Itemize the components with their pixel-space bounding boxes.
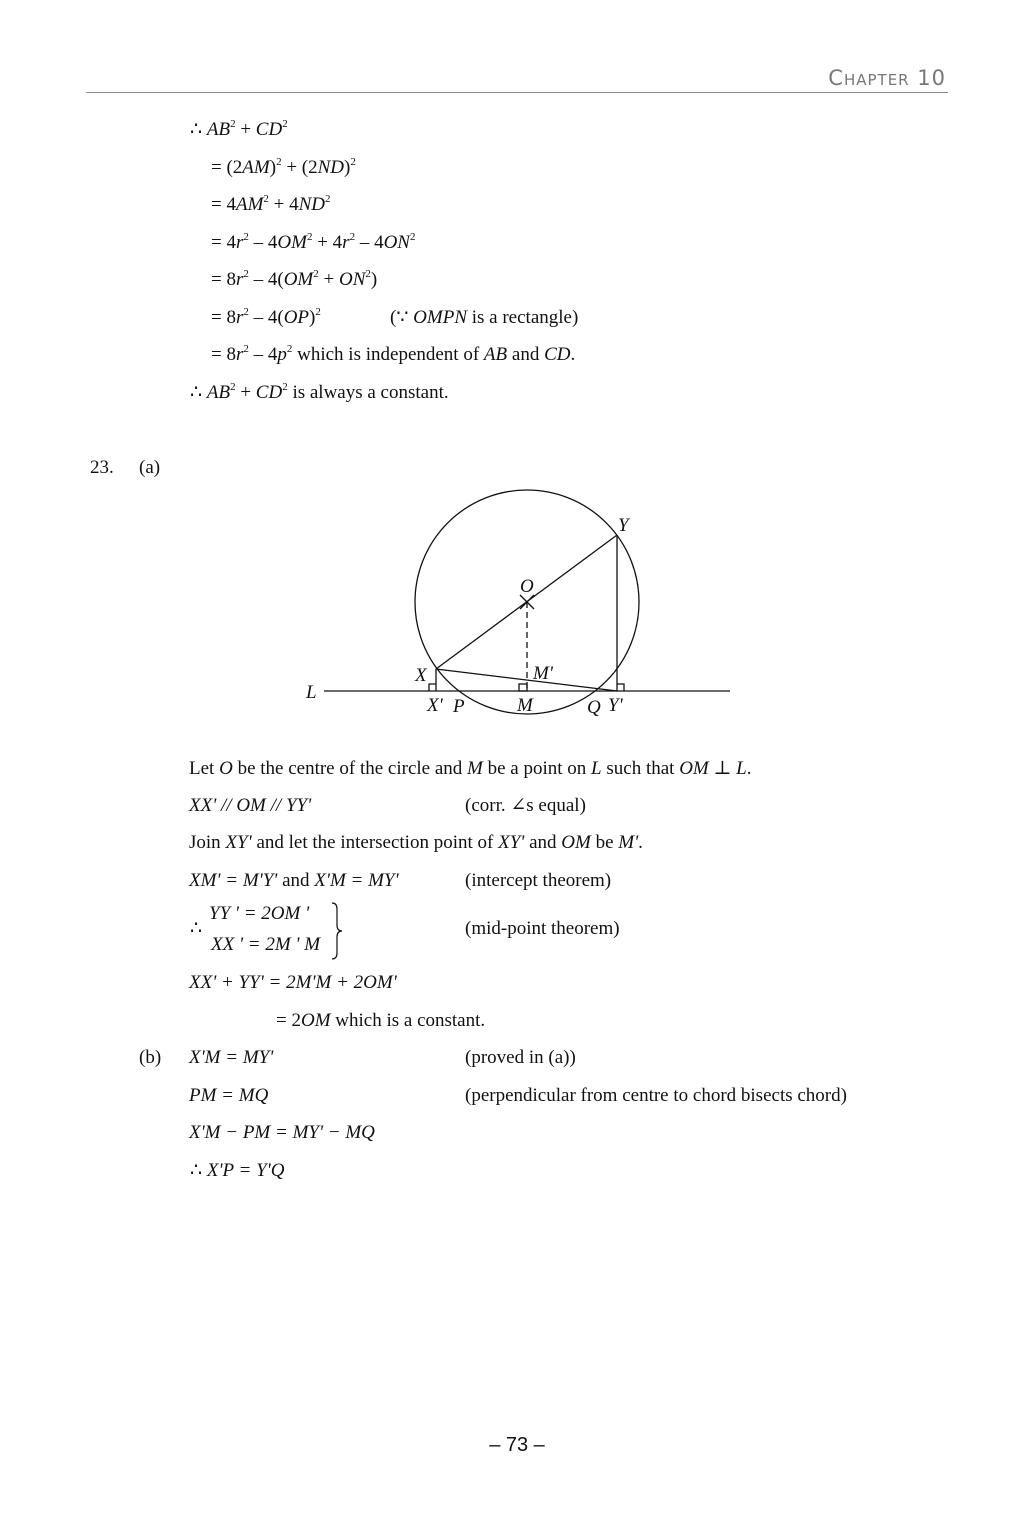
label-x: X <box>415 665 427 686</box>
label-o: O <box>520 576 534 597</box>
part-b-label: (b) <box>139 1047 162 1068</box>
b-line-1-expr: X'M = MY' <box>189 1047 274 1068</box>
circle-figure <box>290 478 750 728</box>
right-angle-x-prime <box>429 684 436 691</box>
proof-line-6-reason: (∵ OMPN is a rectangle) <box>390 307 579 328</box>
a-midpoint-therefore: ∴ <box>190 918 203 939</box>
b-conclusion: ∴ X'P = Y'Q <box>190 1160 285 1181</box>
proof-line-4: = $4r^2 - 4OM^2 + 4r^2 - 4ON^2$ <box>211 231 416 253</box>
label-l: L <box>306 682 317 703</box>
label-m: M <box>517 695 533 716</box>
right-angle-m <box>519 684 527 691</box>
label-y-prime: Y' <box>608 695 623 716</box>
proof-line-6: = $8r^2 - 4(OP)^2$ <box>211 306 321 328</box>
part-a-label: (a) <box>139 457 161 478</box>
a-parallel-reason: (corr. ∠s equal) <box>465 795 586 816</box>
proof-line-5: = $8r^2 - 4(OM^2 + ON^2)$ <box>211 268 378 290</box>
a-midpoint-eq2: XX ' = 2M ' M <box>211 934 321 955</box>
b-line-1-reason: (proved in (a)) <box>465 1047 576 1068</box>
a-parallel-expr: XX' // OM // YY' <box>189 795 312 816</box>
proof-line-7: = $8r^2 - 4p^2$ which is independent of AB and CD. <box>211 343 576 365</box>
label-y: Y <box>618 515 629 536</box>
a-line-1: Let O be the centre of the circle and M be a point on L such that OM ⊥ L. <box>189 758 752 779</box>
b-line-2-reason: (perpendicular from centre to chord bisects chord) <box>465 1085 847 1106</box>
b-line-2-expr: PM = MQ <box>189 1085 269 1106</box>
page-number: – 73 – <box>489 1434 545 1456</box>
chapter-header: Chapter 10 <box>828 66 946 90</box>
proof-line-3: = $4AM^2 + 4ND^2$ <box>211 193 331 215</box>
label-p: P <box>453 696 465 717</box>
proof-line-1: ∴ $AB^2 + CD^2$ <box>190 118 288 140</box>
b-line-3-expr: X'M − PM = MY' − MQ <box>189 1122 375 1143</box>
a-sum-line: XX' + YY' = 2M'M + 2OM' <box>189 972 397 993</box>
header-rule <box>86 92 948 93</box>
proof-line-2: = $(2AM)^2 + (2ND)^2$ <box>211 156 356 178</box>
a-midpoint-reason: (mid-point theorem) <box>465 918 620 939</box>
question-number: 23. <box>90 457 114 478</box>
a-midpoint-eq1: YY ' = 2OM ' <box>209 903 310 924</box>
a-sum-result: = 2OM which is a constant. <box>276 1010 486 1031</box>
a-join-line: Join XY' and let the intersection point of XY' and OM be M'. <box>189 832 643 853</box>
label-x-prime: X' <box>427 695 443 716</box>
right-angle-y-prime <box>617 684 624 691</box>
a-intercept-expr: XM' = M'Y' and X'M = MY' <box>189 870 399 891</box>
proof-conclusion: ∴ $AB^2 + CD^2$ is always a constant. <box>190 381 449 403</box>
label-q: Q <box>587 697 601 718</box>
curly-brace <box>330 902 344 960</box>
label-m-prime: M' <box>533 663 553 684</box>
a-intercept-reason: (intercept theorem) <box>465 870 612 891</box>
